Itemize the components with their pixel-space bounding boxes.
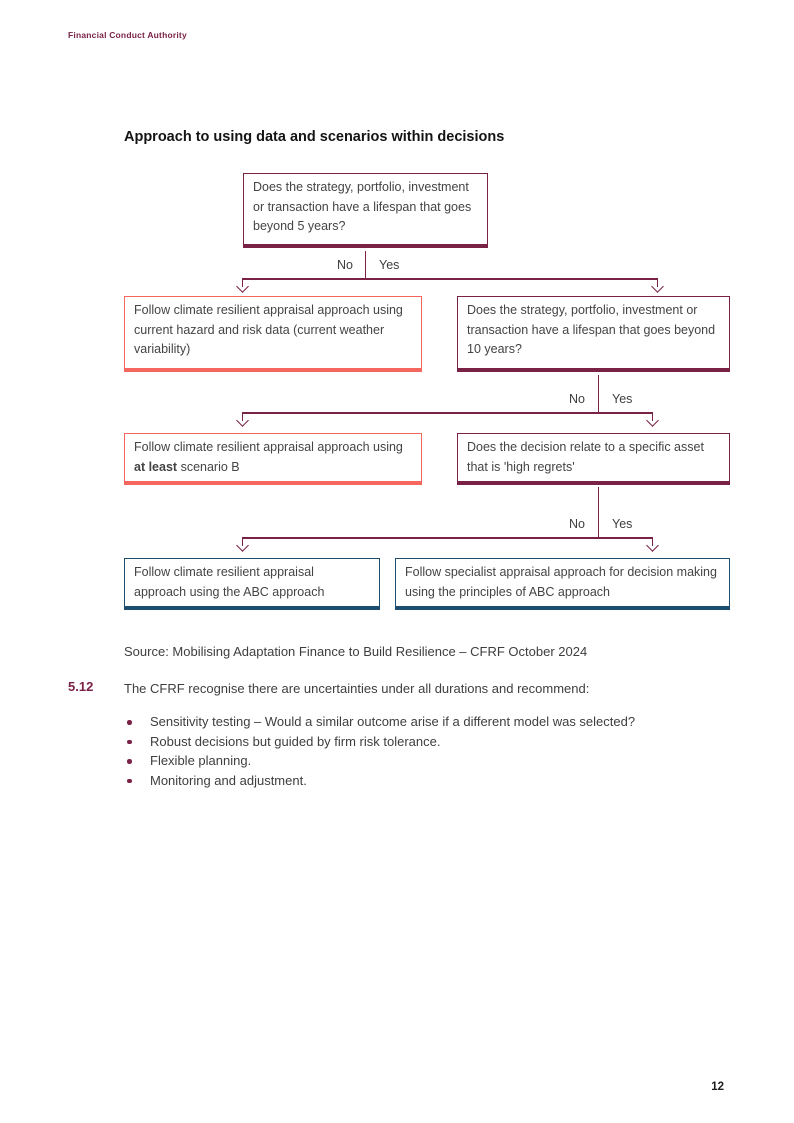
list-item: [124, 712, 690, 732]
bullet-text: Robust decisions but guided by firm risk tolerance.: [150, 733, 441, 749]
decision-box-high-regrets: Does the decision relate to a specific asset that is 'high regrets': [457, 433, 730, 485]
page-title: Approach to using data and scenarios within decisions: [124, 129, 505, 145]
fca-header-logo: Financial Conduct Authority: [68, 30, 187, 40]
no-label: No: [569, 517, 585, 531]
list-item: [124, 771, 690, 791]
outcome-box-specialist-appraisal: Follow specialist appraisal approach for decision making using the principles of ABC approach: [395, 558, 730, 610]
connector-line: [598, 375, 600, 412]
bullet-icon: [127, 720, 132, 725]
yes-label: Yes: [612, 392, 633, 406]
arrow-down-icon: [646, 414, 659, 427]
connector-line: [365, 251, 367, 278]
list-item: [124, 732, 690, 752]
connector-line: [242, 278, 657, 280]
bullet-text: Monitoring and adjustment.: [150, 772, 307, 788]
connector-line: [598, 487, 600, 537]
arrow-down-icon: [651, 280, 664, 293]
page-number: 12: [711, 1081, 724, 1093]
outcome-box-abc-approach: Follow climate resilient appraisal approach using the ABC approach: [124, 558, 380, 610]
arrow-down-icon: [236, 280, 249, 293]
paragraph-text: The CFRF recognise there are uncertainties under all durations and recommend:: [124, 681, 590, 696]
bullet-list: [124, 712, 690, 790]
no-label: No: [569, 392, 585, 406]
arrow-down-icon: [236, 414, 249, 427]
source-caption: Source: Mobilising Adaptation Finance to Build Resilience – CFRF October 2024: [124, 644, 588, 659]
connector-line: [242, 537, 652, 539]
yes-label: Yes: [379, 258, 400, 272]
no-label: No: [337, 258, 353, 272]
outcome-box-current-hazard-data: Follow climate resilient appraisal approach using current hazard and risk data (current weather variability): [124, 296, 422, 372]
bullet-icon: [127, 759, 132, 764]
bullet-icon: [127, 779, 132, 784]
outcome-box-scenario-b: [124, 433, 422, 485]
outcome-box-scenario-b-bold: at least: [134, 459, 178, 474]
bullet-text: Flexible planning.: [150, 753, 252, 768]
arrow-down-icon: [646, 539, 659, 552]
list-item: [124, 751, 690, 771]
bullet-text: Sensitivity testing – Would a similar outcome arise if a different model was selected?: [150, 714, 636, 729]
decision-box-lifespan-5-years: Does the strategy, portfolio, investment or transaction have a lifespan that goes beyond 5 years?: [243, 173, 488, 248]
paragraph-number: 5.12: [68, 679, 94, 694]
bullet-icon: [127, 740, 132, 745]
outcome-box-scenario-b-text: Follow climate resilient appraisal approach using: [134, 440, 403, 454]
arrow-down-icon: [236, 539, 249, 552]
outcome-box-scenario-b-suffix: scenario B: [177, 459, 240, 474]
connector-line: [242, 412, 652, 414]
yes-label: Yes: [612, 517, 633, 531]
decision-box-lifespan-10-years: Does the strategy, portfolio, investment or transaction have a lifespan that goes beyond 10 years?: [457, 296, 730, 372]
